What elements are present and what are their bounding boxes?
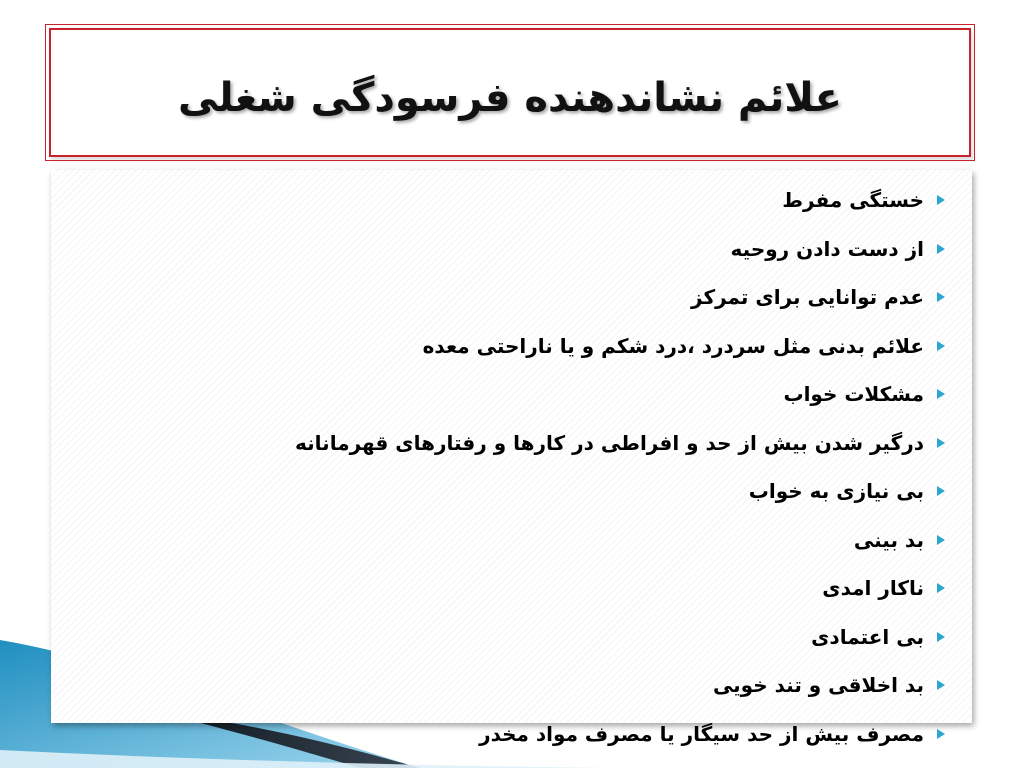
- bullet-text: ناکار امدی: [822, 576, 924, 601]
- bullet-text: عدم توانایی برای تمرکز: [691, 285, 924, 310]
- list-item: [295, 225, 948, 274]
- bullet-text: از دست دادن روحیه: [730, 236, 924, 261]
- bullet-text: بد بینی: [853, 527, 924, 552]
- triangle-bullet-icon: [934, 535, 948, 545]
- list-item: [295, 176, 948, 225]
- bullet-text: مشکلات خواب: [783, 382, 924, 407]
- triangle-bullet-icon: [934, 680, 948, 690]
- triangle-bullet-icon: [934, 438, 948, 448]
- list-item: [295, 322, 948, 371]
- bullet-text: مصرف بیش از حد سیگار یا مصرف مواد مخدر: [479, 721, 924, 746]
- title-box: [49, 28, 971, 157]
- list-item: [295, 370, 948, 419]
- list-item: [295, 564, 948, 613]
- triangle-bullet-icon: [934, 195, 948, 205]
- triangle-bullet-icon: [934, 389, 948, 399]
- bullet-text: بی نیازی به خواب: [748, 479, 924, 504]
- list-item: [295, 467, 948, 516]
- list-item: [295, 273, 948, 322]
- bullet-text: خستگی مفرط: [782, 188, 924, 213]
- list-item: [295, 661, 948, 710]
- bullet-text: درگیر شدن بیش از حد و افراطی در کارها و رفتارهای قهرمانانه: [295, 430, 924, 455]
- bullet-list: [295, 176, 948, 758]
- slide-title: علائم نشاندهنده فرسودگی شغلی: [178, 74, 842, 121]
- bullet-text: بد اخلاقی و تند خویی: [712, 673, 924, 698]
- triangle-bullet-icon: [934, 632, 948, 642]
- bullet-text: بی اعتمادی: [811, 624, 924, 649]
- triangle-bullet-icon: [934, 341, 948, 351]
- triangle-bullet-icon: [934, 729, 948, 739]
- list-item: [295, 516, 948, 565]
- bullet-text: علائم بدنی مثل سردرد ،درد شکم و یا ناراحتی معده: [422, 333, 924, 358]
- triangle-bullet-icon: [934, 244, 948, 254]
- list-item: [295, 613, 948, 662]
- triangle-bullet-icon: [934, 292, 948, 302]
- triangle-bullet-icon: [934, 486, 948, 496]
- content-panel: [51, 170, 972, 746]
- list-item: [295, 419, 948, 468]
- triangle-bullet-icon: [934, 583, 948, 593]
- list-item: [295, 710, 948, 759]
